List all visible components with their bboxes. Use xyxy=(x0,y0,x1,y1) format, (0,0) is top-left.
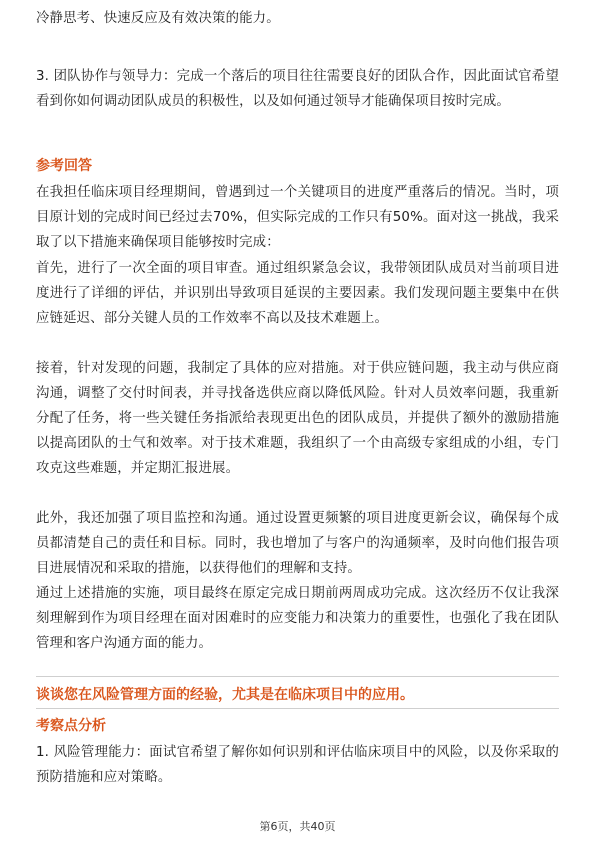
answer-paragraph-1: 在我担任临床项目经理期间，曾遇到过一个关键项目的进度严重落后的情况。当时，项目原计划的完成时间已经过去70%，但实际完成的工作只有50%。面对这一挑战，我采取了以下措施来确保项目能够按时完成： xyxy=(36,185,559,250)
divider-top xyxy=(36,676,559,677)
answer-paragraph-4: 此外，我还加强了项目监控和沟通。通过设置更频繁的项目进度更新会议，确保每个成员都清楚自己的责任和目标。同时，我也增加了与客户的沟通频率，及时向他们报告项目进展情况和采取的措施，以获得他们的理解和支持。 xyxy=(36,511,559,576)
point-3-paragraph: 3. 团队协作与领导力：完成一个落后的项目往往需要良好的团队合作，因此面试官希望看到你如何调动团队成员的积极性，以及如何通过领导才能确保项目按时完成。 xyxy=(36,69,559,109)
divider-bottom xyxy=(36,708,559,709)
analysis-heading: 考察点分析 xyxy=(36,718,106,734)
answer-paragraph-3: 接着，针对发现的问题，我制定了具体的应对措施。对于供应链问题，我主动与供应商沟通，调整了交付时间表，并寻找备选供应商以降低风险。针对人员效率问题，我重新分配了任务，将一些关键任务指派给表现更出色的团队成员，并提供了额外的激励措施以提高团队的士气和效率。对于技术难题，我组织了一个由高级专家组成的小组，专门攻克这些难题，并定期汇报进展。 xyxy=(36,361,559,476)
page-number: 第6页，共40页 xyxy=(259,820,336,833)
answer-heading: 参考回答 xyxy=(36,158,92,174)
continued-text: 冷静思考、快速反应及有效决策的能力。 xyxy=(36,11,280,26)
answer-paragraph-5: 通过上述措施的实施，项目最终在原定完成日期前两周成功完成。这次经历不仅让我深刻理解到作为项目经理在面对困难时的应变能力和决策力的重要性，也强化了我在团队管理和客户沟通方面的能力。 xyxy=(36,586,559,651)
point-1-paragraph: 1. 风险管理能力：面试官希望了解你如何识别和评估临床项目中的风险，以及你采取的预防措施和应对策略。 xyxy=(36,745,559,785)
question-heading: 谈谈您在风险管理方面的经验，尤其是在临床项目中的应用。 xyxy=(36,687,414,703)
answer-paragraph-2: 首先，进行了一次全面的项目审查。通过组织紧急会议，我带领团队成员对当前项目进度进行了详细的评估，并识别出导致项目延误的主要因素。我们发现问题主要集中在供应链延迟、部分关键人员的工作效率不高以及技术难题上。 xyxy=(36,261,559,326)
